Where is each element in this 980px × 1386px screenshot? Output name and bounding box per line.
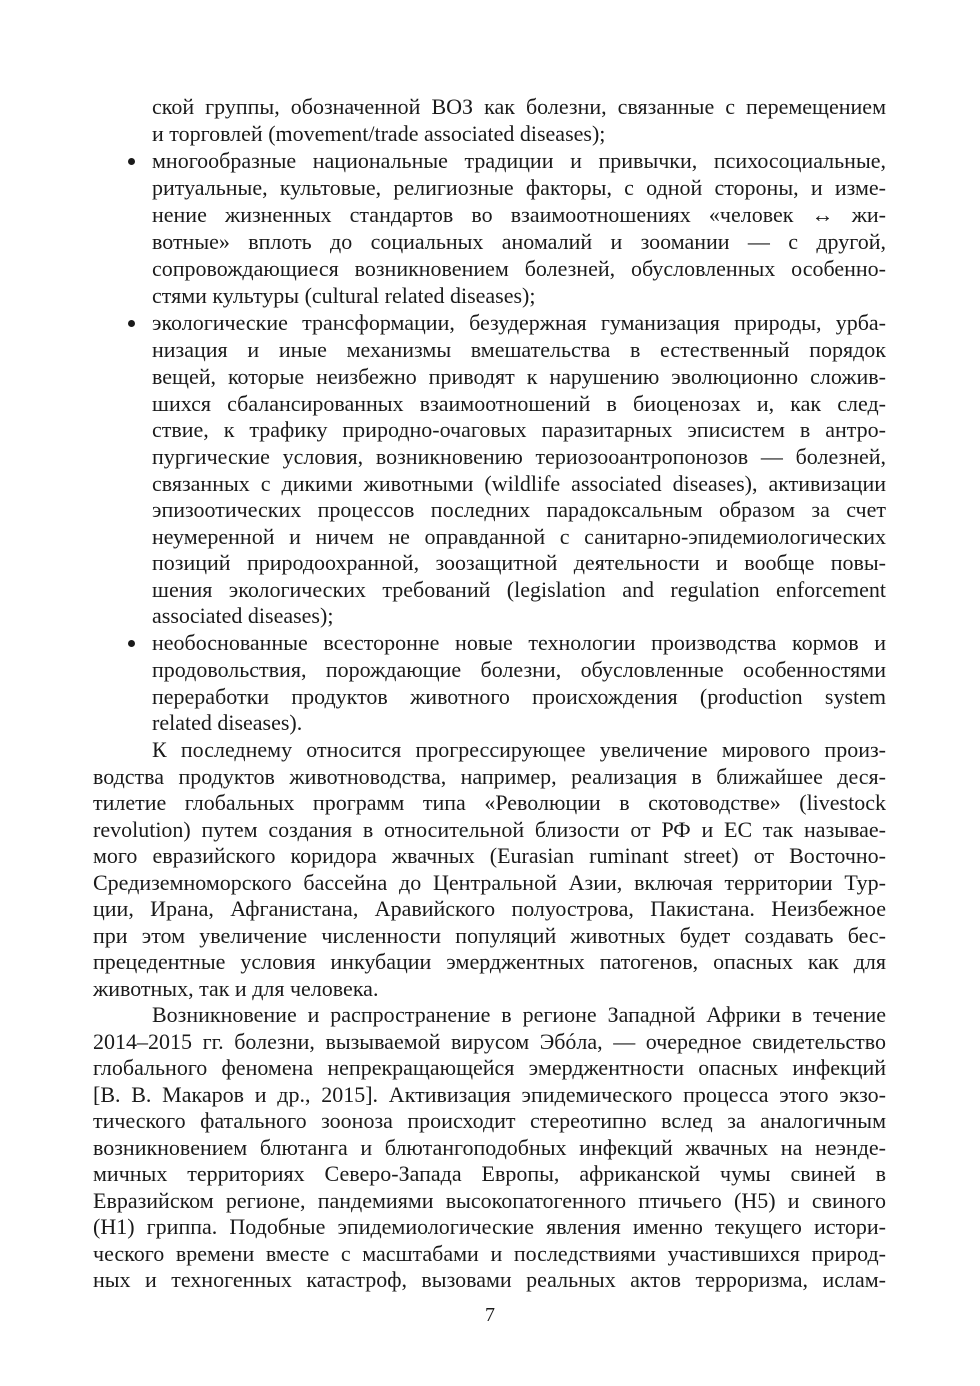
text-line: переработки продуктов животного происхождения (production system <box>152 684 886 709</box>
text-line: водства продуктов животноводства, например, реализация в ближайшее деся- <box>93 764 886 789</box>
text-line: Евразийском регионе, пандемиями высокопатогенного птичьего (Н5) и свиного <box>93 1188 886 1213</box>
text-line: шихся сбалансированных взаимоотношений в биоценозах и, как след- <box>152 391 886 416</box>
text-line: продовольствия, порождающие болезни, обусловленные особенностями <box>152 657 886 682</box>
text-line: ской группы, обозначенной ВОЗ как болезни, связанные с перемещением <box>152 94 886 119</box>
text-line: ритуальные, культовые, религиозные факторы, с одной стороны, и изме- <box>152 175 886 200</box>
bullet-marker <box>128 310 138 320</box>
text-line: (Н1) гриппа. Подобные эпидемиологические явления именно текущего истори- <box>93 1214 886 1239</box>
text-line: прецедентные условия инкубации эмерджентных патогенов, опасных как для <box>93 949 886 974</box>
text-line: возникновением блютанга и блютангоподобных инфекций жвачных на неэнде- <box>93 1135 886 1160</box>
text-line: шения экологических требований (legislation and regulation enforcement <box>152 577 886 602</box>
bullet-marker <box>128 148 138 158</box>
text-line: эпизоотических процессов последних парадоксальным образом за счет <box>152 497 886 522</box>
text-line: ческого времени вместе с масштабами и последствиями участившихся природ- <box>93 1241 886 1266</box>
text-line: вотные» вплоть до социальных аномалий и зоомании — с другой, <box>152 229 886 254</box>
text-line: неумеренной и ничем не оправданной с санитарно-эпидемиологических <box>152 524 886 549</box>
text-line: нение жизненных стандартов во взаимоотношениях «человек ↔ жи- <box>152 202 886 227</box>
text-line: ции, Ирана, Афганистана, Аравийского полуострова, Пакистана. Неизбежное <box>93 896 886 921</box>
text-line: глобального феномена непрекращающейся эмерджентности опасных инфекций <box>93 1055 886 1080</box>
text-line: многообразные национальные традиции и привычки, психосоциальные, <box>152 148 886 173</box>
text-line: экологические трансформации, безудержная гуманизация природы, урба- <box>152 310 886 335</box>
text-line: тического фатального зооноза происходит стереотипно вслед за аналогичным <box>93 1108 886 1133</box>
text-line: пургические условия, возникновению териозооантропонозов — болезней, <box>152 444 886 469</box>
text-line: revolution) путем создания в относительной близости от РФ и ЕС так называе- <box>93 817 886 842</box>
text-line: 2014–2015 гг. болезни, вызываемой вирусом Эбóла, — очередное свидетельство <box>93 1029 886 1054</box>
text-line: Средиземноморского бассейна до Центральной Азии, включая территории Тур- <box>93 870 886 895</box>
text-line: ствие, к трафику природно-очаговых паразитарных эписистем в антро- <box>152 417 886 442</box>
text-line: позиций природоохранной, зоозащитной деятельности и вообще повы- <box>152 550 886 575</box>
text-line: related diseases). <box>152 710 303 735</box>
text-line: животных, так и для человека. <box>93 976 379 1001</box>
text-line: [В. В. Макаров и др., 2015]. Активизация эпидемического процесса этого экзо- <box>93 1082 886 1107</box>
text-line: мого евразийского коридора жвачных (Eurasian ruminant street) от Восточно- <box>93 843 886 868</box>
text-line: сопровождающиеся возникновением болезней, обусловленных особенно- <box>152 256 886 281</box>
text-line: низация и иные механизмы вмешательства в естественный порядок <box>152 337 886 362</box>
text-line: тилетие глобальных программ типа «Революции в скотоводстве» (livestock <box>93 790 886 815</box>
bullet-marker <box>128 630 138 640</box>
text-line: связанных с дикими животными (wildlife associated diseases), активизации <box>152 471 886 496</box>
text-line: Возникновение и распространение в регионе Западной Африки в течение <box>152 1002 886 1027</box>
text-line: associated diseases); <box>152 603 334 628</box>
text-line: необоснованные всесторонне новые технологии производства кормов и <box>152 630 886 655</box>
text-line: мичных территориях Северо-Запада Европы, африканской чумы свиней в <box>93 1161 886 1186</box>
text-line: вещей, которые неизбежно приводят к нарушению эволюционно сложив- <box>152 364 886 389</box>
text-line: стями культуры (cultural related diseases); <box>152 283 536 308</box>
text-line: и торговлей (movement/trade associated diseases); <box>152 121 606 146</box>
text-line: при этом увеличение численности популяций животных будет создавать бес- <box>93 923 886 948</box>
text-line: К последнему относится прогрессирующее увеличение мирового произ- <box>152 737 886 762</box>
page-number: 7 <box>485 1304 495 1326</box>
text-line: ных и техногенных катастроф, вызовами реальных актов терроризма, ислам- <box>93 1267 886 1292</box>
